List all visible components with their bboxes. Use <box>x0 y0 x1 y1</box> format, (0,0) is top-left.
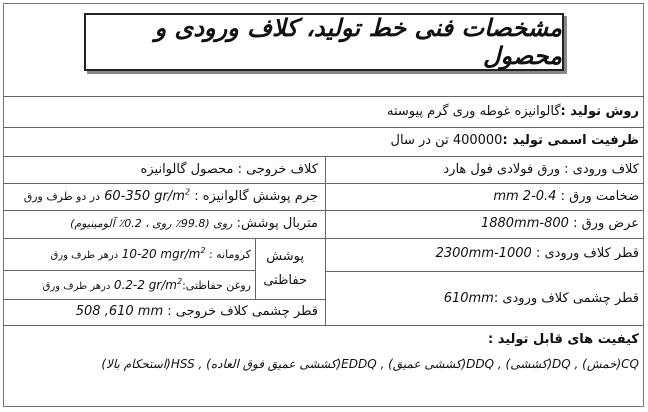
divider <box>3 96 644 97</box>
coating-mass-suffix: در دو طرف ورق <box>23 190 100 203</box>
width-label: عرض ورق : <box>573 216 639 231</box>
divider <box>3 183 644 184</box>
divider <box>325 271 644 272</box>
divider <box>3 127 644 128</box>
grades-list: CQ(خمش) , DQ(کششی) , DDQ(کششی عمیق) , EDDQ(کششی عمیق فوق العاده) , HSS(استحکام بالا) <box>101 357 639 371</box>
title-box <box>84 13 564 71</box>
column-divider <box>325 156 326 325</box>
chromate-suffix: درهر طرف ورق <box>50 250 119 261</box>
width-row <box>481 216 639 232</box>
oil-row <box>43 277 251 295</box>
input-inner-diameter-value: 610mm <box>443 291 494 306</box>
width-value: 800-1880mm <box>480 216 569 231</box>
coating-material-value: روی (99.8٪ روی ، 0.2٪ آلومینیوم) <box>70 217 233 230</box>
oil-label: روغن حفاظتی: <box>182 279 251 292</box>
coating-material-label: متربال پوشش: <box>236 216 318 231</box>
input-coil-diameter-value: 1000-2300mm <box>435 246 532 261</box>
divider <box>3 325 644 326</box>
production-method-row <box>387 104 639 120</box>
production-method-label: روش تولید : <box>560 104 639 119</box>
coating-mass-label: جرم پوشش گالوانیزه : <box>194 189 318 204</box>
grades-label: کیفیت های قابل تولید : <box>487 332 639 347</box>
chromate-row <box>51 246 251 264</box>
thickness-row <box>493 189 639 205</box>
capacity-label: ظرفیت اسمی تولید : <box>502 133 639 148</box>
divider <box>3 156 644 157</box>
coating-material-row <box>70 216 318 232</box>
input-inner-diameter-row <box>444 291 639 307</box>
input-coil: کلاف ورودی : ورق فولادی فول هارد <box>443 162 639 177</box>
thickness-value: 0.4-2 mm <box>493 189 557 204</box>
capacity-value: 400000 تن در سال <box>390 133 503 148</box>
input-coil-diameter-label: قطر کلاف ورودی : <box>535 246 639 261</box>
oil-value: 0.2-2 $gr/m^2$ <box>113 277 183 292</box>
production-method-value: گالوانیزه غوطه وری گرم پیوسته <box>387 104 561 119</box>
input-inner-diameter-label: قطر چشمی کلاف ورودی : <box>493 291 639 306</box>
protective-coating-label-1: پوشش <box>266 249 304 264</box>
output-inner-diameter-value: 508 ,610 mm <box>75 304 164 319</box>
divider <box>3 299 325 300</box>
coating-mass-row <box>24 189 318 205</box>
divider <box>3 210 644 211</box>
chromate-label: کرومانه : <box>208 248 251 261</box>
protective-coating-label-2: حفاظتی <box>263 273 307 288</box>
page-title: مشخصات فنی خط تولید، کلاف ورودی و محصول <box>154 14 562 70</box>
coating-mass-value: 60-350 $gr/m^2$ <box>104 187 191 204</box>
column-divider <box>255 238 256 299</box>
input-coil-diameter-row <box>436 246 639 262</box>
chromate-value: 10-20 mgr/$m^2$ <box>121 246 206 261</box>
output-coil: کلاف خروجی : محصول گالوانیزه <box>140 162 318 177</box>
output-inner-diameter-label: قطر چشمی کلاف خروجی : <box>167 304 318 319</box>
output-inner-diameter-row <box>76 304 318 320</box>
oil-suffix: درهر طرف ورق <box>42 281 111 292</box>
thickness-label: ضخامت ورق : <box>560 189 639 204</box>
capacity-row <box>391 133 639 149</box>
divider <box>3 238 644 239</box>
divider <box>3 270 255 271</box>
